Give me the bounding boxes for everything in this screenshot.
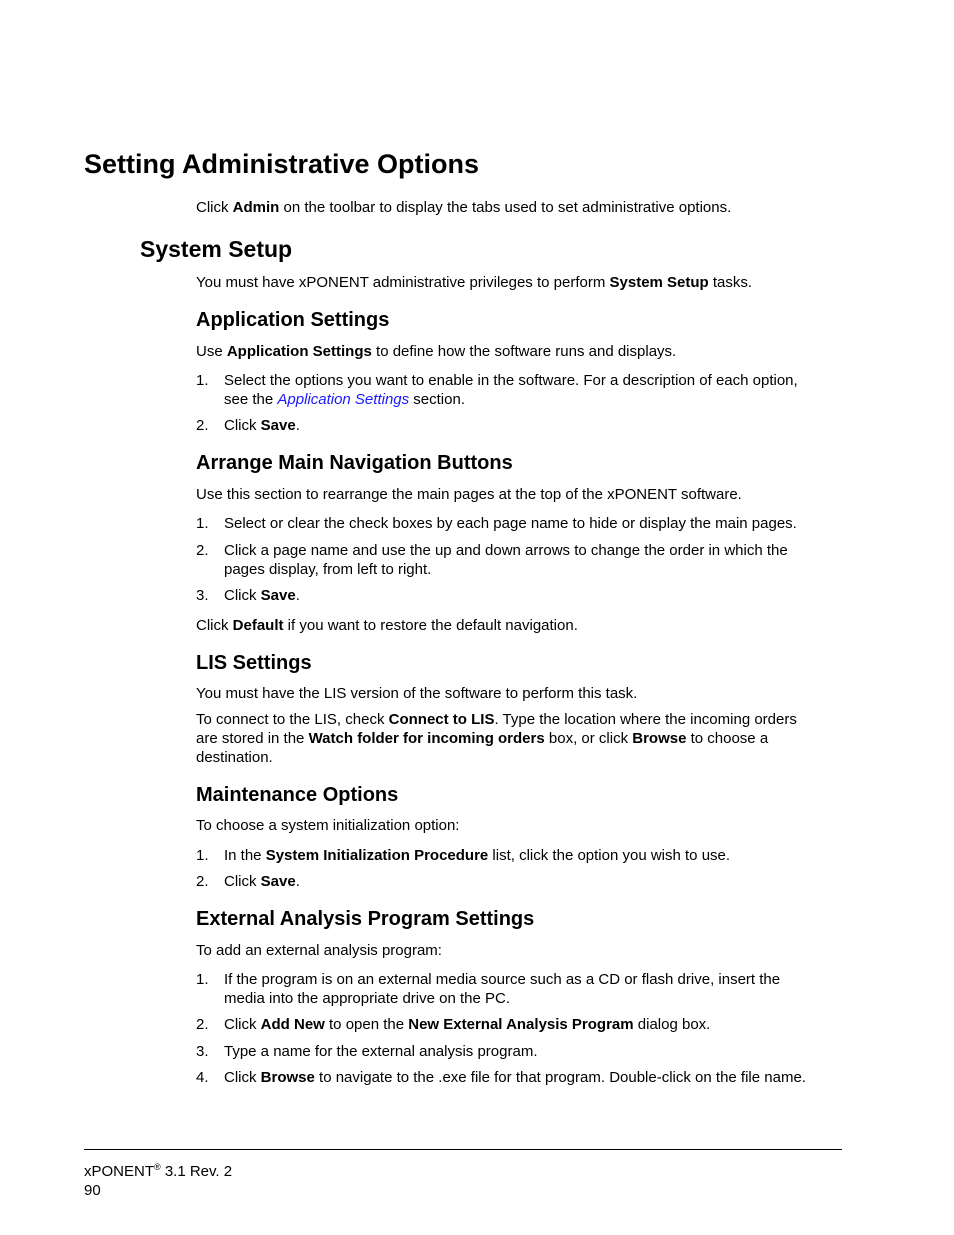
list-item bbox=[196, 586, 836, 605]
step-bold: Save bbox=[260, 587, 296, 604]
step-number: 4. bbox=[196, 1069, 209, 1086]
intro-bold: Admin bbox=[232, 199, 280, 216]
step-number: 2. bbox=[196, 417, 209, 434]
step-number: 1. bbox=[196, 372, 209, 389]
footer-product: xPONENT bbox=[84, 1163, 155, 1180]
list-item bbox=[196, 371, 836, 409]
external-analysis-intro: To add an external analysis program: bbox=[196, 942, 442, 959]
step-text: to navigate to the .exe file for that program. Double-click on the file name. bbox=[314, 1069, 806, 1086]
step-text: . bbox=[295, 873, 300, 890]
step-text: Select or clear the check boxes by each page name to hide or display the main pages. bbox=[224, 515, 797, 532]
step-text: . bbox=[295, 587, 300, 604]
step-number: 2. bbox=[196, 1016, 209, 1033]
lis-settings-heading: LIS Settings bbox=[196, 652, 312, 674]
step-text: Click a page name and use the up and down arrows to change the order in which the bbox=[224, 542, 788, 559]
list-item bbox=[196, 541, 836, 579]
default-bold: Default bbox=[232, 617, 284, 634]
list-item bbox=[196, 970, 836, 1008]
step-text: Click bbox=[224, 417, 261, 434]
list-item bbox=[196, 1042, 836, 1061]
default-text: Click bbox=[196, 617, 233, 634]
lis-requirement-paragraph: You must have the LIS version of the software to perform this task. bbox=[196, 685, 638, 702]
step-text: list, click the option you wish to use. bbox=[488, 847, 731, 864]
step-text: Click bbox=[224, 587, 261, 604]
step-text: pages display, from left to right. bbox=[224, 561, 432, 578]
step-text: section. bbox=[409, 391, 465, 408]
default-navigation-paragraph bbox=[196, 616, 578, 635]
lis-text: destination. bbox=[196, 749, 273, 766]
step-bold: Browse bbox=[260, 1069, 315, 1086]
page-footer bbox=[84, 1162, 232, 1200]
lis-text: are stored in the bbox=[196, 730, 309, 747]
step-number: 1. bbox=[196, 515, 209, 532]
application-settings-steps bbox=[196, 371, 836, 435]
step-text: Click bbox=[224, 1069, 261, 1086]
maintenance-steps bbox=[196, 846, 836, 891]
maintenance-intro: To choose a system initialization option: bbox=[196, 817, 460, 834]
list-item bbox=[196, 1015, 836, 1034]
external-analysis-heading: External Analysis Program Settings bbox=[196, 908, 535, 930]
application-settings-intro bbox=[196, 342, 676, 361]
footer-divider bbox=[84, 1149, 842, 1150]
step-number: 1. bbox=[196, 847, 209, 864]
step-bold: New External Analysis Program bbox=[408, 1016, 634, 1033]
list-item bbox=[196, 872, 836, 891]
step-text: see the bbox=[224, 391, 278, 408]
step-text: Click bbox=[224, 1016, 261, 1033]
page-title: Setting Administrative Options bbox=[84, 149, 480, 179]
system-setup-heading: System Setup bbox=[140, 236, 293, 262]
intro-paragraph bbox=[196, 198, 731, 217]
external-analysis-steps bbox=[196, 970, 836, 1087]
lis-text: To connect to the LIS, check bbox=[196, 711, 389, 728]
application-settings-heading: Application Settings bbox=[196, 309, 390, 331]
step-bold: Add New bbox=[260, 1016, 325, 1033]
step-text: dialog box. bbox=[633, 1016, 711, 1033]
step-text: Click bbox=[224, 873, 261, 890]
navigation-buttons-steps bbox=[196, 514, 836, 605]
app-intro-bold: Application Settings bbox=[226, 343, 372, 360]
step-bold: Save bbox=[260, 417, 296, 434]
step-text: Select the options you want to enable in the software. For a description of each option, bbox=[224, 372, 798, 389]
system-setup-paragraph bbox=[196, 273, 752, 292]
navigation-buttons-heading: Arrange Main Navigation Buttons bbox=[196, 452, 513, 474]
step-text: . bbox=[295, 417, 300, 434]
step-text: If the program is on an external media source such as a CD or flash drive, insert the bbox=[224, 971, 781, 988]
system-setup-bold: System Setup bbox=[609, 274, 709, 291]
step-number: 1. bbox=[196, 971, 209, 988]
navigation-buttons-intro: Use this section to rearrange the main pages at the top of the xPONENT software. bbox=[196, 486, 742, 503]
step-number: 2. bbox=[196, 542, 209, 559]
registered-mark: ® bbox=[154, 1162, 161, 1172]
step-text: In the bbox=[224, 847, 266, 864]
lis-bold: Connect to LIS bbox=[388, 711, 495, 728]
step-bold: Save bbox=[260, 873, 296, 890]
app-intro-text-end: to define how the software runs and displays. bbox=[371, 343, 677, 360]
footer-product-line bbox=[84, 1162, 232, 1181]
lis-bold: Watch folder for incoming orders bbox=[308, 730, 545, 747]
list-item bbox=[196, 846, 836, 865]
default-text-end: if you want to restore the default navigation. bbox=[283, 617, 578, 634]
step-number: 3. bbox=[196, 1043, 209, 1060]
intro-text-end: on the toolbar to display the tabs used to set administrative options. bbox=[279, 199, 732, 216]
step-number: 3. bbox=[196, 587, 209, 604]
step-text: Type a name for the external analysis program. bbox=[224, 1043, 538, 1060]
lis-text: . Type the location where the incoming orders bbox=[494, 711, 797, 728]
footer-version: 3.1 Rev. 2 bbox=[160, 1163, 233, 1180]
page-number: 90 bbox=[84, 1182, 101, 1199]
system-setup-text: You must have xPONENT administrative privileges to perform bbox=[196, 274, 610, 291]
list-item bbox=[196, 1068, 836, 1087]
lis-connect-paragraph bbox=[196, 710, 836, 767]
list-item bbox=[196, 514, 836, 533]
list-item bbox=[196, 416, 836, 435]
lis-text: box, or click bbox=[544, 730, 633, 747]
lis-bold: Browse bbox=[632, 730, 687, 747]
step-text: media into the appropriate drive on the PC. bbox=[224, 990, 511, 1007]
step-text: to open the bbox=[324, 1016, 409, 1033]
system-setup-text-end: tasks. bbox=[708, 274, 753, 291]
step-number: 2. bbox=[196, 873, 209, 890]
application-settings-link[interactable]: Application Settings bbox=[277, 391, 410, 408]
lis-text: to choose a bbox=[686, 730, 769, 747]
app-intro-text: Use bbox=[196, 343, 227, 360]
intro-text: Click bbox=[196, 199, 233, 216]
step-bold: System Initialization Procedure bbox=[265, 847, 489, 864]
maintenance-options-heading: Maintenance Options bbox=[196, 784, 399, 806]
